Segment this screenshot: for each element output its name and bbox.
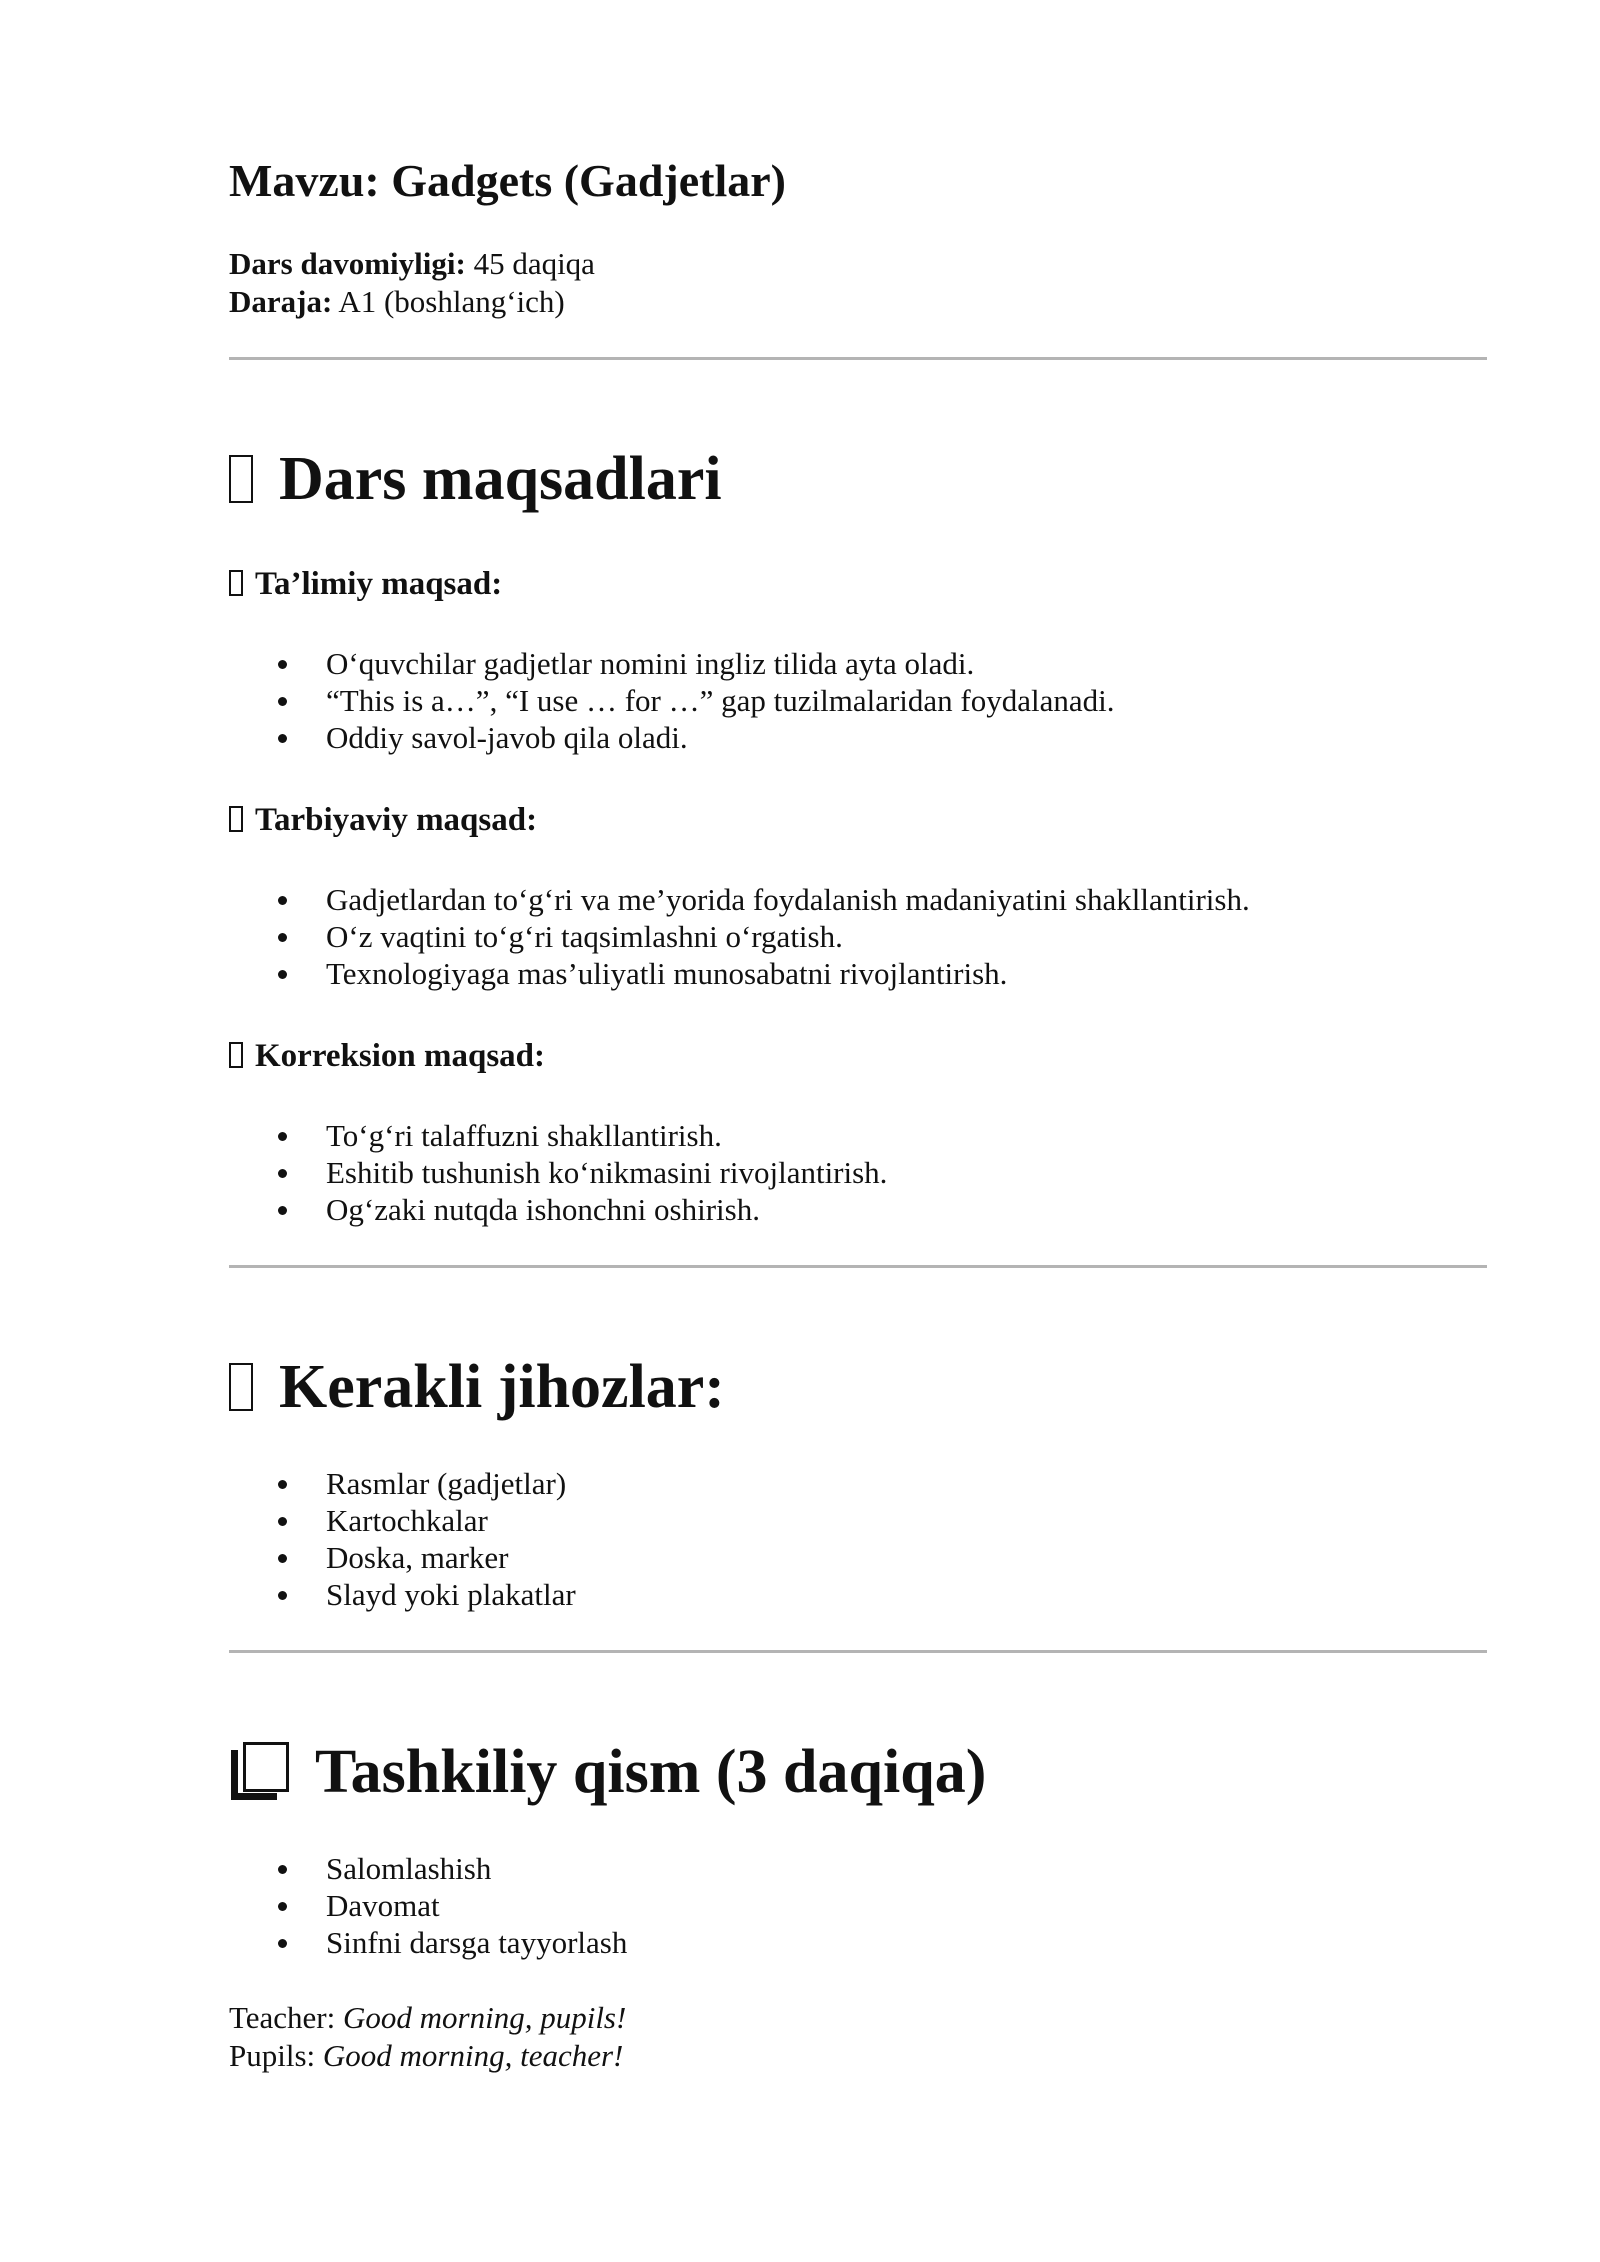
upbringing-objective-list	[229, 881, 1250, 992]
list-item: Sinfni darsga tayyorlash	[229, 1924, 627, 1961]
list-item: Gadjetlardan to‘g‘ri va me’yorida foydalanish madaniyatini shakllantirish.	[229, 881, 1250, 918]
upbringing-objective-heading	[229, 799, 537, 841]
dialog-speaker: Teacher:	[229, 2000, 336, 2035]
equipment-list	[229, 1465, 576, 1613]
divider	[229, 1265, 1487, 1268]
list-item: Oddiy savol-javob qila oladi.	[229, 719, 1115, 756]
list-item: Rasmlar (gadjetlar)	[229, 1465, 576, 1502]
organizational-heading	[229, 1734, 986, 1810]
dialog-line	[229, 1999, 626, 2037]
list-item: Eshitib tushunish ko‘nikmasini rivojlantirish.	[229, 1154, 887, 1191]
list-item: Og‘zaki nutqda ishonchni oshirish.	[229, 1191, 887, 1228]
educational-objective-heading	[229, 563, 502, 605]
correction-objective-list	[229, 1117, 887, 1228]
dialog-text: Good morning, pupils!	[343, 2000, 627, 2035]
divider	[229, 357, 1487, 360]
organizational-heading-text: Tashkiliy qism (3 daqiqa)	[315, 1738, 987, 1806]
divider	[229, 1650, 1487, 1653]
list-item: O‘z vaqtini to‘g‘ri taqsimlashni o‘rgatish.	[229, 918, 1250, 955]
duration-value: 45 daqiqa	[465, 246, 595, 281]
objectives-heading	[229, 441, 722, 517]
duration-label: Dars davomiyligi:	[229, 246, 466, 281]
correction-objective-heading	[229, 1035, 545, 1077]
framed-picture-icon	[229, 1740, 293, 1804]
equipment-heading-text: Kerakli jihozlar:	[279, 1353, 725, 1421]
educational-objective-list	[229, 645, 1115, 756]
missing-glyph-box-icon	[229, 806, 243, 832]
lesson-level	[229, 283, 565, 321]
list-item: Slayd yoki plakatlar	[229, 1576, 576, 1613]
missing-glyph-box-icon	[229, 570, 243, 596]
list-item: Salomlashish	[229, 1850, 627, 1887]
list-item: “This is a…”, “I use … for …” gap tuzilmalaridan foydalanadi.	[229, 682, 1115, 719]
missing-glyph-box-icon	[229, 455, 253, 503]
equipment-heading	[229, 1349, 725, 1425]
educational-objective-heading-text: Ta’limiy maqsad:	[255, 566, 503, 602]
list-item: O‘quvchilar gadjetlar nomini ingliz tilida ayta oladi.	[229, 645, 1115, 682]
missing-glyph-box-icon	[229, 1042, 243, 1068]
list-item: To‘g‘ri talaffuzni shakllantirish.	[229, 1117, 887, 1154]
upbringing-objective-heading-text: Tarbiyaviy maqsad:	[255, 802, 538, 838]
dialog-line	[229, 2037, 623, 2075]
list-item: Kartochkalar	[229, 1502, 576, 1539]
correction-objective-heading-text: Korreksion maqsad:	[255, 1038, 546, 1074]
objectives-heading-text: Dars maqsadlari	[279, 445, 722, 513]
dialog-speaker: Pupils:	[229, 2038, 316, 2073]
dialog-text: Good morning, teacher!	[322, 2038, 624, 2073]
lesson-title: Mavzu: Gadgets (Gadjetlar)	[229, 155, 786, 206]
level-label: Daraja:	[229, 284, 333, 319]
lesson-duration	[229, 245, 595, 283]
list-item: Texnologiyaga mas’uliyatli munosabatni rivojlantirish.	[229, 955, 1250, 992]
list-item: Doska, marker	[229, 1539, 576, 1576]
missing-glyph-box-icon	[229, 1363, 253, 1411]
organizational-list	[229, 1850, 627, 1961]
level-value: A1 (boshlang‘ich)	[332, 284, 565, 319]
list-item: Davomat	[229, 1887, 627, 1924]
